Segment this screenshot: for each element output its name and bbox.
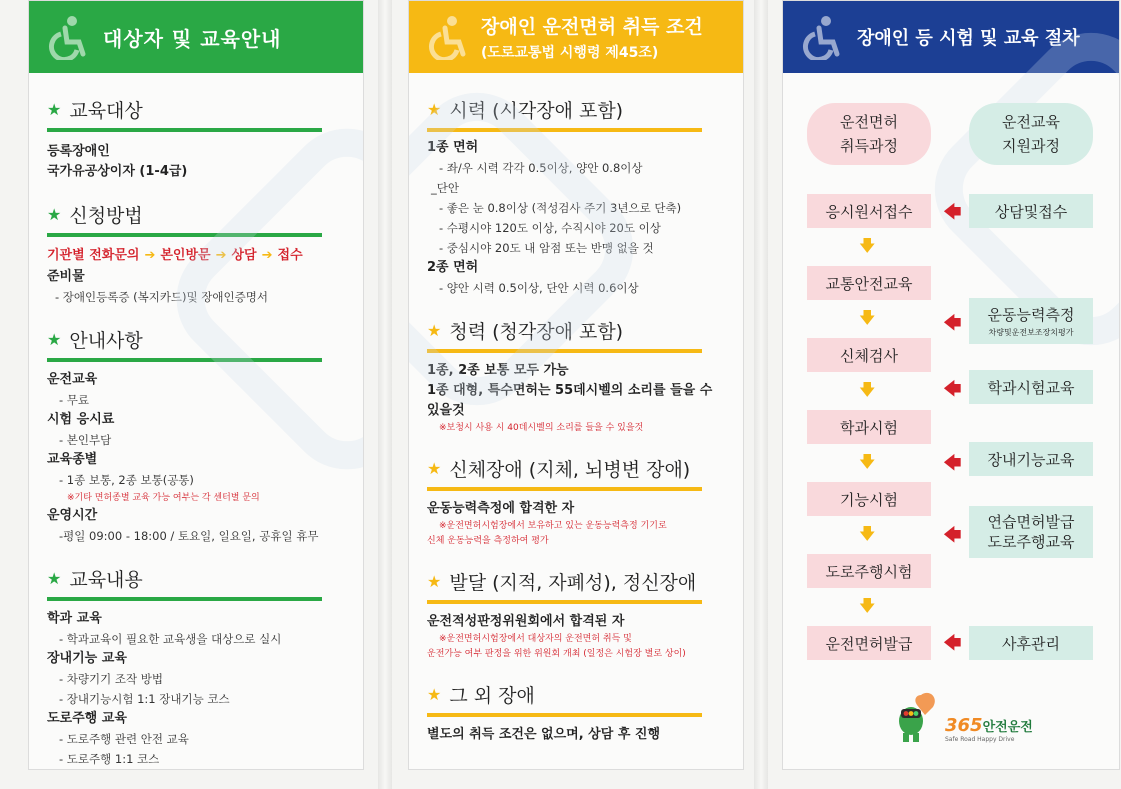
content-label: 도로주행 교육 — [47, 711, 127, 726]
panel-header — [409, 1, 743, 73]
left-arrow-icon: 🡄 — [943, 633, 962, 654]
step-box: 학과시험 — [807, 410, 931, 444]
notice-label: 운영시간 — [47, 508, 98, 523]
support-step-box: 학과시험교육 — [969, 370, 1093, 404]
step-box: 기능시험 — [807, 482, 931, 516]
star-icon: ★ — [427, 100, 442, 119]
apply-flow: 기관별 전화문의 ➔ 본인방문 ➔ 상담 ➔ 접수 — [47, 248, 303, 263]
condition-label: 2종 면허 — [427, 260, 479, 275]
wheelchair-icon — [45, 14, 91, 60]
condition-value: _단안 — [431, 181, 459, 195]
notice-label: 교육종별 — [47, 452, 98, 467]
content-value: - 차량기기 조작 방법 — [59, 672, 163, 686]
support-step-box: 사후관리 — [969, 626, 1093, 660]
support-step-box: 상담및접수 — [969, 194, 1093, 228]
panel-license-conditions — [408, 0, 744, 770]
section-heading: ★ 신청방법 — [47, 198, 322, 237]
section-heading: ★ 청력 (청각장애 포함) — [427, 314, 702, 353]
left-arrow-icon: 🡄 — [943, 202, 962, 223]
left-arrow-icon: 🡄 — [943, 313, 962, 334]
condition-label: 운동능력측정에 합격한 자 — [427, 501, 575, 516]
step-box: 운전면허발급 — [807, 626, 931, 660]
condition-note: ※운전면허시험장에서 보유하고 있는 운동능력측정 기기로 — [439, 521, 667, 531]
condition-value: - 수평시야 120도 이상, 수직시야 20도 이상 — [439, 221, 661, 235]
step-box: 도로주행시험 — [807, 554, 931, 588]
down-arrow-icon: 🡇 — [859, 380, 876, 399]
star-icon: ★ — [427, 321, 442, 340]
condition-value: - 양안 시력 0.5이상, 단안 시력 0.6이상 — [439, 281, 639, 295]
content-value: - 학과교육이 필요한 교육생을 대상으로 실시 — [59, 632, 282, 646]
condition-note: 운전가능 여부 판정을 위한 위원회 개최 (일정은 시험장 별로 상이) — [427, 649, 686, 659]
notice-label: 운전교육 — [47, 372, 98, 387]
right-track-heading: 운전교육 지원과정 — [969, 103, 1093, 165]
content-value: - 장내기능시험 1:1 장내기능 코스 — [59, 692, 230, 706]
page-fold — [754, 0, 768, 789]
step-box: 신체검사 — [807, 338, 931, 372]
mascot-icon — [891, 691, 941, 743]
notice-value: - 무료 — [59, 393, 90, 407]
left-arrow-icon: 🡄 — [943, 379, 962, 400]
step-box: 교통안전교육 — [807, 266, 931, 300]
notice-label: 시험 응시료 — [47, 412, 115, 427]
section-heading: ★ 발달 (지적, 자폐성), 정신장애 — [427, 565, 702, 604]
step-box: 응시원서접수 — [807, 194, 931, 228]
support-step-box: 운동능력측정 차량및운전보조장치평가 — [969, 298, 1093, 344]
section-heading: ★ 안내사항 — [47, 323, 322, 362]
star-icon: ★ — [47, 569, 62, 588]
notice-value: - 본인부담 — [59, 433, 112, 447]
arrow-right-icon: ➔ — [144, 248, 156, 263]
condition-note: ※운전면허시험장에서 대상자의 운전면허 취득 및 — [439, 634, 632, 644]
panel-title: 대상자 및 교육안내 — [103, 26, 282, 51]
condition-label: 운전적성판정위원회에서 합격된 자 — [427, 614, 625, 629]
panel-target-education — [28, 0, 364, 770]
content-value: - 도로주행 관련 안전 교육 — [59, 732, 189, 746]
content-label: 장내기능 교육 — [47, 651, 127, 666]
star-icon: ★ — [47, 205, 62, 224]
star-icon: ★ — [47, 330, 62, 349]
prep-label: 준비물 — [47, 269, 85, 284]
star-icon: ★ — [427, 572, 442, 591]
condition-value: - 중심시야 20도 내 암점 또는 반맹 없을 것 — [439, 241, 654, 255]
page-fold — [378, 0, 392, 789]
down-arrow-icon: 🡇 — [859, 236, 876, 255]
left-track-heading: 운전면허 취득과정 — [807, 103, 931, 165]
prep-text: - 장애인등록증 (복지카드)및 장애인증명서 — [55, 290, 268, 304]
content-value: - 도로주행 1:1 코스 — [59, 752, 160, 766]
down-arrow-icon: 🡇 — [859, 596, 876, 615]
star-icon: ★ — [427, 685, 442, 704]
section-heading: ★ 교육내용 — [47, 562, 322, 601]
support-step-box: 연습면허발급 도로주행교육 — [969, 506, 1093, 558]
notice-note: ※기타 면허종별 교육 가능 여부는 각 센터별 문의 — [67, 493, 260, 503]
condition-label: 1종 대형, 특수면허는 55데시벨의 소리를 들을 수 있을것 — [427, 383, 713, 418]
down-arrow-icon: 🡇 — [859, 524, 876, 543]
safe-drive-logo: 365안전운전 Safe Road Happy Drive — [891, 691, 1033, 743]
star-icon: ★ — [427, 459, 442, 478]
arrow-right-icon: ➔ — [215, 248, 227, 263]
condition-note: 신체 운동능력을 측정하여 평가 — [427, 536, 549, 546]
target-line: 국가유공상이자 (1-4급) — [47, 164, 188, 179]
condition-label: 1종 면허 — [427, 140, 479, 155]
condition-value: - 좋은 눈 0.8이상 (적성검사 주기 3년으로 단축) — [439, 201, 682, 215]
panel-title: 장애인 등 시험 및 교육 절차 — [857, 28, 1080, 49]
content-label: 학과 교육 — [47, 611, 102, 626]
star-icon: ★ — [47, 100, 62, 119]
wheelchair-icon — [425, 14, 471, 60]
notice-value: - 1종 보통, 2종 보통(공통) — [59, 473, 194, 487]
support-step-box: 장내기능교육 — [969, 442, 1093, 476]
arrow-right-icon: ➔ — [261, 248, 273, 263]
panel-procedure — [782, 0, 1120, 770]
section-heading: ★ 시력 (시각장애 포함) — [427, 93, 702, 132]
section-heading: ★ 그 외 장애 — [427, 678, 702, 717]
condition-note: ※보청시 사용 시 40데시벨의 소리를 들을 수 있을것 — [439, 423, 644, 433]
wheelchair-icon — [799, 14, 845, 60]
panel-title: 장애인 운전면허 취득 조건 (도로교통법 시행령 제45조) — [481, 16, 703, 61]
panel-header — [29, 1, 363, 73]
down-arrow-icon: 🡇 — [859, 308, 876, 327]
section-heading: ★ 교육대상 — [47, 93, 322, 132]
condition-label: 별도의 취득 조건은 없으며, 상담 후 진행 — [427, 727, 661, 742]
condition-value: - 좌/우 시력 각각 0.5이상, 양안 0.8이상 — [439, 161, 643, 175]
section-heading: ★ 신체장애 (지체, 뇌병변 장애) — [427, 452, 702, 491]
condition-label: 1종, 2종 보통 모두 가능 — [427, 363, 569, 378]
notice-value: -평일 09:00 - 18:00 / 토요일, 일요일, 공휴일 휴무 — [59, 529, 319, 543]
left-arrow-icon: 🡄 — [943, 453, 962, 474]
left-arrow-icon: 🡄 — [943, 525, 962, 546]
target-line: 등록장애인 — [47, 144, 110, 159]
down-arrow-icon: 🡇 — [859, 452, 876, 471]
